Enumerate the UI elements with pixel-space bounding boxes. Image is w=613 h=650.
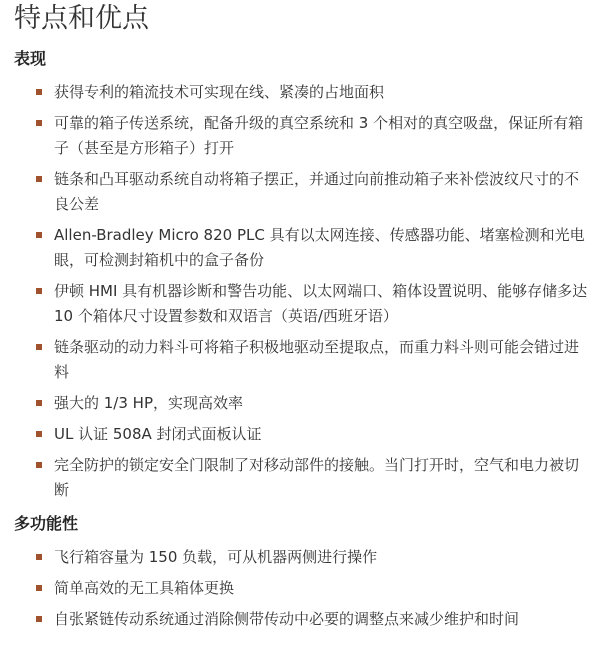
list-item xyxy=(34,335,589,385)
list-item xyxy=(34,80,589,105)
list-item-text: 完全防护的锁定安全门限制了对移动部件的接触。当门打开时，空气和电力被切断 xyxy=(54,456,580,499)
section-heading-versatility: 多功能性 xyxy=(14,514,79,533)
list-item-text: 伊顿 HMI 具有机器诊断和警告功能、以太网端口、箱体设置说明、能够存储多达 10 个箱体尺寸设置参数和双语言（英语/西班牙语） xyxy=(54,282,588,325)
page-title: 特点和优点 xyxy=(14,3,149,34)
list-item-text: 简单高效的无工具箱体更换 xyxy=(54,579,235,597)
list-item xyxy=(34,453,589,503)
square-bullet-icon xyxy=(36,288,42,294)
list-item-text: UL 认证 508A 封闭式面板认证 xyxy=(54,425,262,443)
list-item xyxy=(34,391,589,416)
section-versatility xyxy=(14,513,599,632)
list-item xyxy=(34,576,589,601)
square-bullet-icon xyxy=(36,344,42,350)
square-bullet-icon xyxy=(36,616,42,622)
square-bullet-icon xyxy=(36,400,42,406)
list-item xyxy=(34,545,589,570)
list-item-text: 自张紧链传动系统通过消除侧带传动中必要的调整点来减少维护和时间 xyxy=(54,610,520,628)
square-bullet-icon xyxy=(36,585,42,591)
list-item xyxy=(34,279,589,329)
list-item xyxy=(34,607,589,632)
list-item-text: 获得专利的箱流技术可实现在线、紧凑的占地面积 xyxy=(54,83,385,101)
section-heading-performance: 表现 xyxy=(14,49,47,68)
square-bullet-icon xyxy=(36,176,42,182)
list-item xyxy=(34,111,589,161)
list-item-text: 链条和凸耳驱动系统自动将箱子摆正，并通过向前推动箱子来补偿波纹尺寸的不良公差 xyxy=(54,170,580,213)
square-bullet-icon xyxy=(36,89,42,95)
list-item xyxy=(34,223,589,273)
list-item-text: Allen-Bradley Micro 820 PLC 具有以太网连接、传感器功能、堵塞检测和光电眼，可检测封箱机中的盒子备份 xyxy=(54,226,585,269)
feature-list-performance xyxy=(14,80,599,503)
square-bullet-icon xyxy=(36,431,42,437)
square-bullet-icon xyxy=(36,554,42,560)
list-item xyxy=(34,167,589,217)
feature-list-versatility xyxy=(14,545,599,632)
list-item-text: 可靠的箱子传送系统，配备升级的真空系统和 3 个相对的真空吸盘，保证所有箱子（甚至是方形箱子）打开 xyxy=(54,114,584,157)
square-bullet-icon xyxy=(36,232,42,238)
square-bullet-icon xyxy=(36,462,42,468)
list-item-text: 强大的 1/3 HP，实现高效率 xyxy=(54,394,244,412)
list-item-text: 链条驱动的动力料斗可将箱子积极地驱动至提取点，而重力料斗则可能会错过进料 xyxy=(54,338,580,381)
square-bullet-icon xyxy=(36,120,42,126)
list-item xyxy=(34,422,589,447)
list-item-text: 飞行箱容量为 150 负载，可从机器两侧进行操作 xyxy=(54,548,378,566)
section-performance xyxy=(14,48,599,503)
